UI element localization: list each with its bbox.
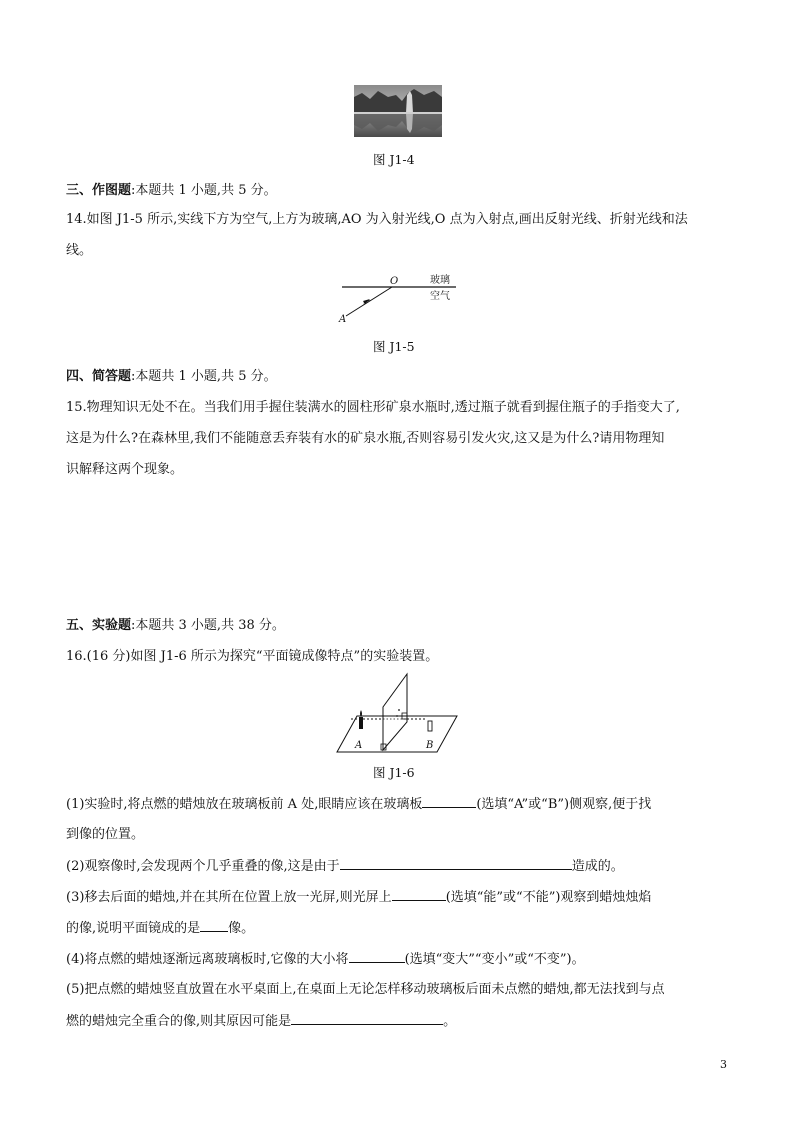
question-text: 15.物理知识无处不在。当我们用手握住装满水的圆柱形矿泉水瓶时,透过瓶子就看到握住瓶子的手指变大了, [66,400,680,415]
label-air: 空气 [430,291,450,302]
section-description: :本题共 3 小题,共 38 分。 [131,618,285,633]
label-a: A [355,740,363,751]
answer-blank[interactable] [392,888,446,901]
question-item-3 [66,888,651,907]
item-text: 。 [443,1014,457,1029]
answer-blank[interactable] [422,795,476,808]
section-title: 五、实验题 [66,618,132,633]
item-text: (1)实验时,将点燃的蜡烛放在玻璃板前 A 处,眼睛应该在玻璃板 [66,797,423,812]
answer-blank[interactable] [291,1012,443,1025]
item-text: 造成的。 [571,859,624,874]
item-text: (选填“A”或“B”)侧观察,便于找 [476,797,652,812]
figure-j1-6-diagram [335,672,463,754]
question-text: 14.如图 J1-5 所示,实线下方为空气,上方为玻璃,AO 为入射光线,O 点为入射点,画出反射光线、折射光线和法 [66,212,688,227]
item-text: (3)移去后面的蜡烛,并在其所在位置上放一光屏,则光屏上 [66,890,392,905]
candle-a [359,717,363,729]
question-text: 16.(16 分)如图 J1-6 所示为探究“平面镜成像特点”的实验装置。 [66,649,439,664]
section-title: 三、作图题 [66,183,132,198]
section-heading [66,617,285,635]
figure-caption: 图 J1-5 [373,339,415,354]
figure-caption: 图 J1-4 [373,152,415,167]
label-o: O [390,276,399,287]
item-text: 燃的蜡烛完全重合的像,则其原因可能是 [66,1014,292,1029]
section-description: :本题共 1 小题,共 5 分。 [131,369,277,384]
incident-ray [346,287,392,316]
question-item-1-cont: 到像的位置。 [66,827,145,842]
question-text: 这是为什么?在森林里,我们不能随意丢弃装有水的矿泉水瓶,否则容易引发火灾,这又是为什么?请用物理知 [66,431,665,446]
page-number: 3 [720,1058,727,1071]
question-text: 线。 [66,243,93,258]
glass-plate [383,674,407,750]
answer-blank[interactable] [349,950,405,963]
section-heading [66,368,277,386]
item-text: (4)将点燃的蜡烛逐渐远离玻璃板时,它像的大小将 [66,952,349,967]
section-heading [66,182,277,200]
answer-blank[interactable] [340,857,572,870]
section-title: 四、简答题 [66,369,132,384]
label-glass: 玻璃 [430,275,450,286]
question-item-4 [66,950,585,969]
figure-j1-5-diagram [330,270,470,326]
figure-j1-4-photo [354,85,442,137]
figure-caption: 图 J1-6 [373,765,415,780]
section-description: :本题共 1 小题,共 5 分。 [131,183,277,198]
answer-blank[interactable] [200,919,228,932]
question-item-1 [66,795,651,814]
label-a: A [339,314,347,325]
question-item-5: (5)把点燃的蜡烛竖直放置在水平桌面上,在桌面上无论怎样移动玻璃板后面未点燃的蜡烛,都无法找到与点 [66,982,665,997]
label-b: B [426,740,434,751]
candle-b [428,721,432,731]
item-text: (2)观察像时,会发现两个几乎重叠的像,这是由于 [66,859,340,874]
question-item-3-cont [66,919,254,938]
item-text: 像。 [228,921,255,936]
question-item-5-cont [66,1012,456,1031]
question-item-2 [66,857,624,876]
question-text: 识解释这两个现象。 [66,462,184,477]
item-text: (选填“能”或“不能”)观察到蜡烛烛焰 [445,890,652,905]
item-text: 的像,说明平面镜成的是 [66,921,201,936]
item-text: (选填“变大”“变小”或“不变”)。 [404,952,585,967]
